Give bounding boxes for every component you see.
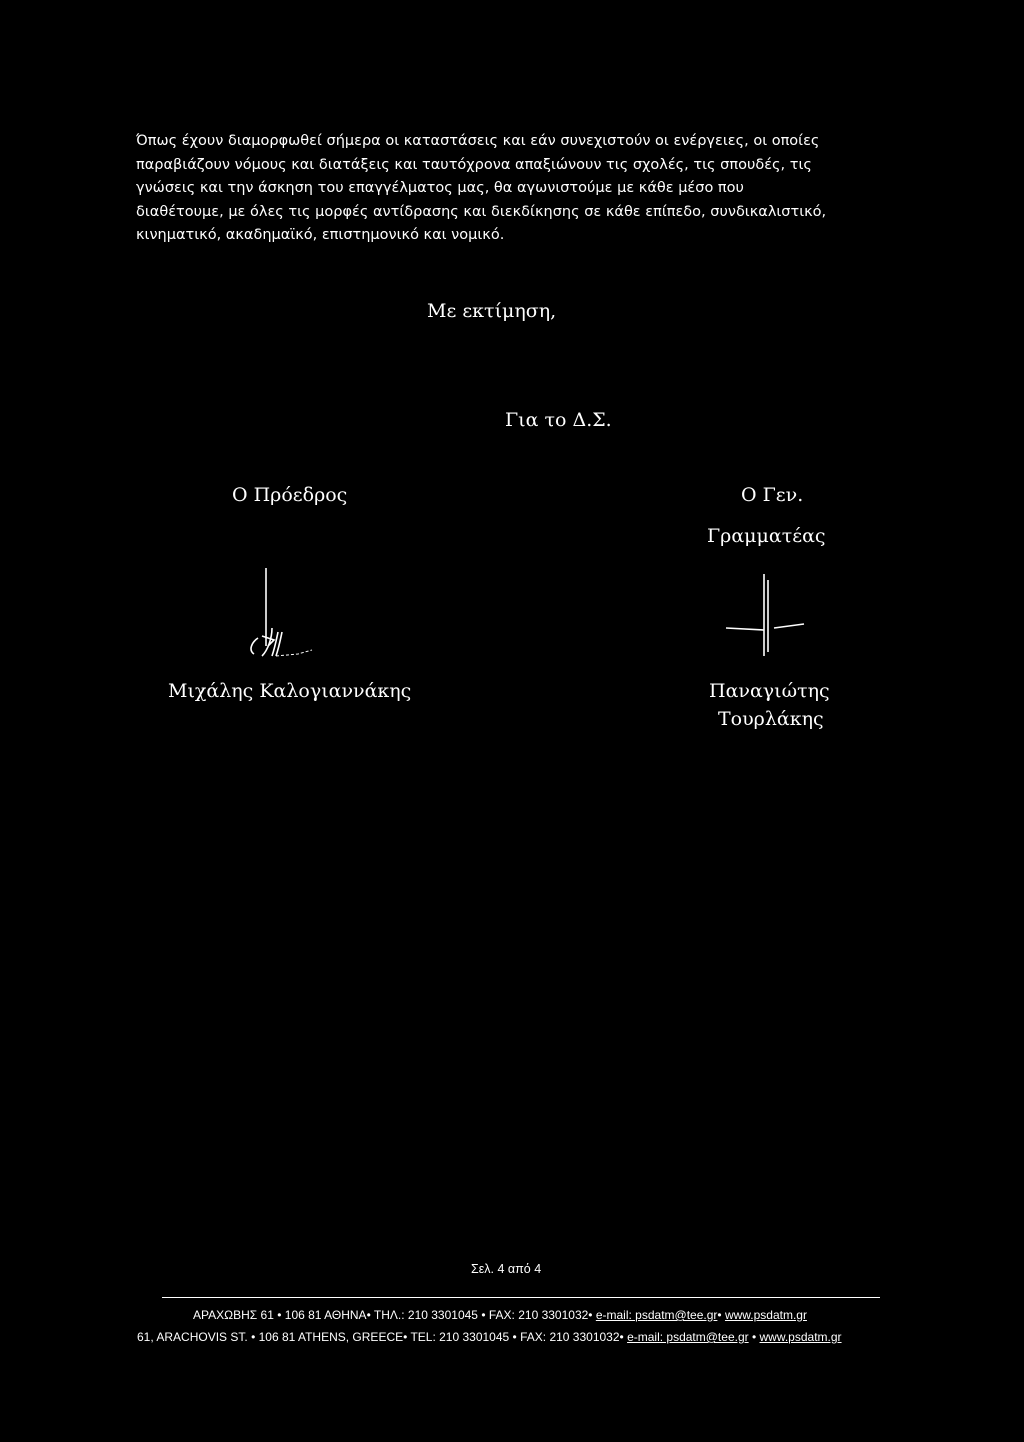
footer-divider	[162, 1297, 880, 1298]
secretary-title-line2: Γραμματέας	[707, 525, 826, 547]
letter-paragraph	[136, 130, 856, 248]
bullet-icon: •	[512, 1330, 517, 1344]
footer-fax: FAX: 210 3301032	[488, 1308, 589, 1322]
bullet-icon: •	[251, 1330, 256, 1344]
bullet-icon: •	[751, 1330, 757, 1344]
bullet-icon: •	[277, 1308, 282, 1322]
footer-city: 106 81 ATHENS, GREECE	[258, 1330, 404, 1344]
bullet-icon: •	[481, 1308, 486, 1322]
footer-fax: FAX: 210 3301032	[520, 1330, 620, 1344]
paragraph-line: διαθέτουμε, με όλες τις μορφές αντίδρασης και διεκδίκησης σε κάθε επίπεδο, συνδικαλιστικό,	[136, 203, 827, 220]
bullet-icon: •	[717, 1308, 722, 1322]
secretary-first-name: Παναγιώτης	[709, 680, 830, 702]
footer-address: ΑΡΑΧΩΒΗΣ 61	[193, 1308, 274, 1322]
footer-phone: ΤΗΛ.: 210 3301045	[373, 1308, 478, 1322]
footer-greek	[193, 1308, 807, 1322]
president-title: Ο Πρόεδρος	[232, 484, 348, 506]
bullet-icon: •	[366, 1308, 371, 1322]
on-behalf-of-board: Για το Δ.Σ.	[505, 409, 612, 431]
president-name: Μιχάλης Καλογιαννάκης	[168, 680, 412, 702]
page-number: Σελ. 4 από 4	[471, 1262, 542, 1276]
paragraph-line: κινηματικό, ακαδημαϊκό, επιστημονικό και νομικό.	[136, 227, 505, 244]
paragraph-line: παραβιάζουν νόμους και διατάξεις και ταυτόχρονα απαξιώνουν τις σχολές, τις σπουδές, τις	[136, 156, 812, 173]
bullet-icon: •	[619, 1330, 624, 1344]
secretary-signature-icon	[724, 572, 814, 658]
footer-city: 106 81 ΑΘΗΝΑ	[284, 1308, 367, 1322]
paragraph-line: γνώσεις και την άσκηση του επαγγέλματος μας, θα αγωνιστούμε με κάθε μέσο που	[136, 180, 744, 197]
footer-website-link[interactable]: www.psdatm.gr	[759, 1330, 842, 1344]
footer-phone: TEL: 210 3301045	[410, 1330, 510, 1344]
bullet-icon: •	[588, 1308, 593, 1322]
bullet-icon: •	[403, 1330, 408, 1344]
footer-email-link[interactable]: e-mail: psdatm@tee.gr	[595, 1308, 718, 1322]
president-signature-icon	[238, 566, 318, 662]
footer-address: 61, ARACHOVIS ST.	[137, 1330, 248, 1344]
footer-email-link[interactable]: e-mail: psdatm@tee.gr	[627, 1330, 749, 1344]
footer-english	[137, 1330, 842, 1344]
closing-salutation: Με εκτίμηση,	[427, 300, 557, 322]
paragraph-line: Όπως έχουν διαμορφωθεί σήμερα οι καταστάσεις και εάν συνεχιστούν οι ενέργειες, οι οποίες	[136, 133, 820, 149]
secretary-title-line1: Ο Γεν.	[741, 484, 804, 506]
secretary-surname: Τουρλάκης	[718, 708, 824, 730]
footer-website-link[interactable]: www.psdatm.gr	[724, 1308, 807, 1322]
